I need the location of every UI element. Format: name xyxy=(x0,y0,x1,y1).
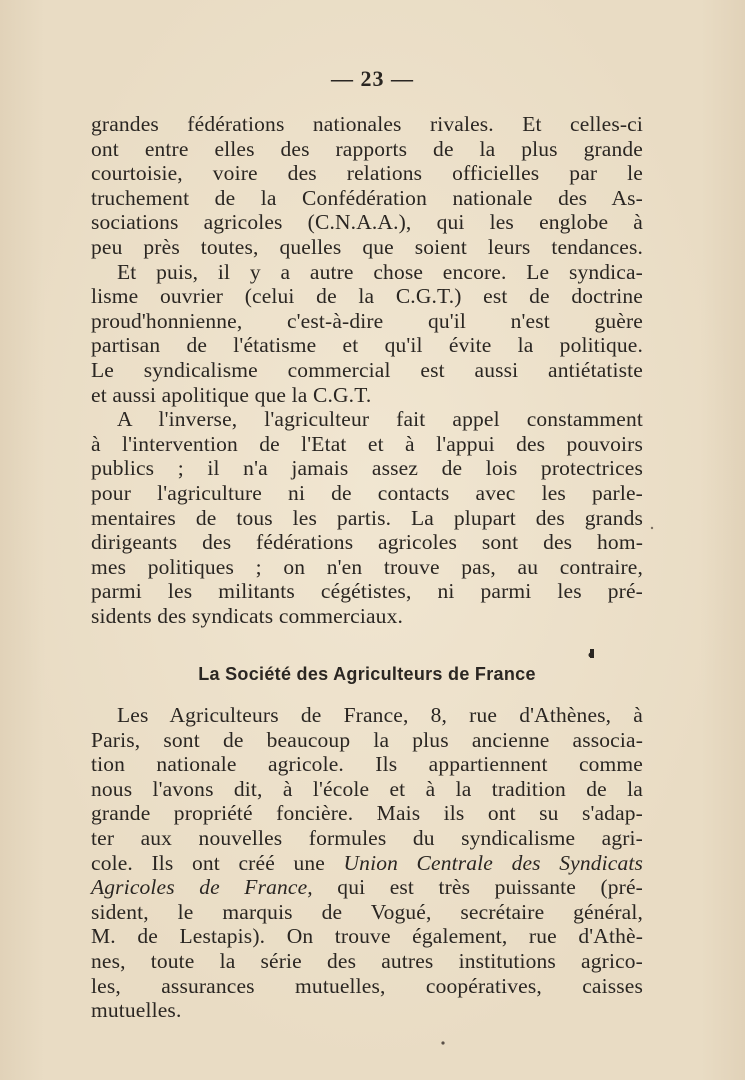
text-line: proud'honnienne, c'est-à-dire qu'il n'est guère xyxy=(91,308,643,333)
text-line: mutuelles. xyxy=(91,998,182,1023)
text-line: nous l'avons dit, à l'école et à la tradition de la xyxy=(91,776,643,801)
text-line: M. de Lestapis). On trouve également, rue d'Athè- xyxy=(91,924,643,949)
text-run: qui est très puissante (pré- xyxy=(312,875,643,900)
text-line: publics ; il n'a jamais assez de lois protectrices xyxy=(91,456,643,481)
italic-title: Union Centrale des Syndicats xyxy=(343,850,643,875)
page-number: — 23 — xyxy=(331,66,414,91)
text-line: peu près toutes, quelles que soient leurs tendances. xyxy=(91,234,643,259)
italic-title: Agricoles de France, xyxy=(91,875,313,900)
text-run: cole. Ils ont créé une xyxy=(91,850,344,875)
text-line: courtoisie, voire des relations officielles par le xyxy=(91,161,643,186)
text-line: Les Agriculteurs de France, 8, rue d'Athènes, à xyxy=(117,703,643,727)
text-line: A l'inverse, l'agriculteur fait appel constamment xyxy=(117,407,643,432)
text-line: nes, toute la série des autres institutions agrico- xyxy=(91,948,643,973)
text-line: ont entre elles des rapports de la plus grande xyxy=(91,136,643,161)
text-line: et aussi apolitique que la C.G.T. xyxy=(91,382,372,407)
text-line: Paris, sont de beaucoup la plus ancienne associa- xyxy=(91,727,643,752)
text-line: grandes fédérations nationales rivales. Et celles-ci xyxy=(91,112,643,136)
text-line: lisme ouvrier (celui de la C.G.T.) est de doctrine xyxy=(91,284,643,309)
text-line: partisan de l'étatisme et qu'il évite la politique. xyxy=(91,333,643,358)
text-line: parmi les militants cégétistes, ni parmi les pré- xyxy=(91,579,643,604)
text-line: ter aux nouvelles formules du syndicalisme agri- xyxy=(91,825,643,850)
text-line: tion nationale agricole. Ils appartiennent comme xyxy=(91,752,643,777)
ink-speck xyxy=(441,1041,444,1044)
section-heading: La Société des Agriculteurs de France xyxy=(198,664,536,684)
text-line: sociations agricoles (C.N.A.A.), qui les englobe à xyxy=(91,210,643,235)
ink-speck xyxy=(590,649,594,658)
text-line: les, assurances mutuelles, coopératives, caisses xyxy=(91,973,643,998)
text-line: pour l'agriculture ni de contacts avec les parle- xyxy=(91,480,643,505)
text-line: sidents des syndicats commerciaux. xyxy=(91,603,403,628)
text-line: Le syndicalisme commercial est aussi antiétatiste xyxy=(91,357,643,382)
text-line: sident, le marquis de Vogué, secrétaire général, xyxy=(91,899,643,924)
ink-speck xyxy=(651,527,653,529)
text-line: dirigeants des fédérations agricoles sont des hom- xyxy=(91,530,643,555)
text-line: grande propriété foncière. Mais ils ont su s'adap- xyxy=(91,801,643,826)
text-line: Et puis, il y a autre chose encore. Le syndica- xyxy=(117,259,643,284)
text-line: à l'intervention de l'Etat et à l'appui des pouvoirs xyxy=(91,431,643,456)
text-line: truchement de la Confédération nationale des As- xyxy=(91,185,643,210)
text-line: mentaires de tous les partis. La plupart des grands xyxy=(91,505,643,530)
text-line: mes politiques ; on n'en trouve pas, au contraire, xyxy=(91,554,643,579)
